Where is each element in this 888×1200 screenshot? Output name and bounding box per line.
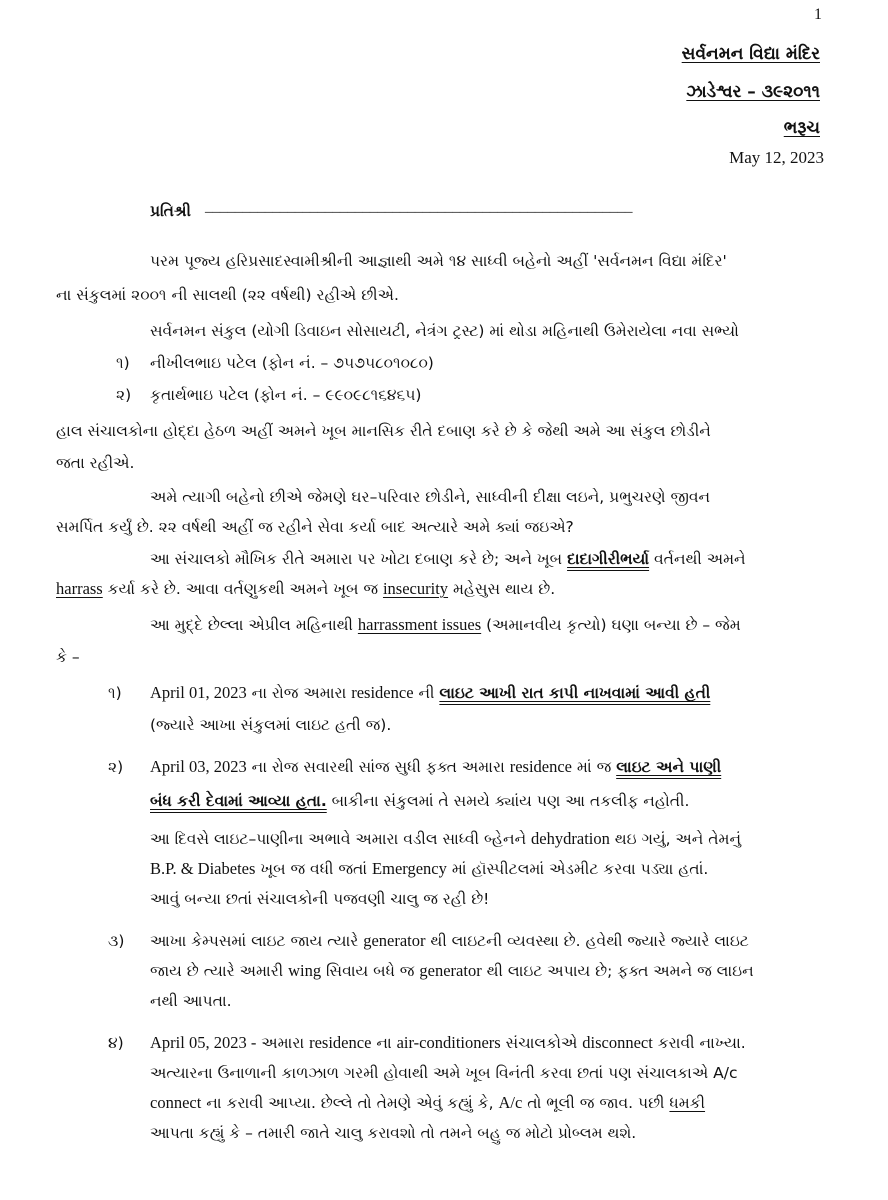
para5-emphasis: દાદાગીરીભર્યા [567, 550, 650, 568]
item3-generator: generator [363, 931, 426, 950]
para3-line2: જતા રહીએ. [56, 454, 135, 472]
item3-line3: નથી આપતા. [150, 992, 232, 1010]
item1-emphasis: લાઇટ આખી રાત કાપી નાખવામાં આવી હતી [439, 684, 711, 702]
page-number: 1 [814, 6, 822, 23]
item2-residence: residence [509, 757, 572, 776]
item2-text: માં જ [572, 758, 617, 776]
para3-line1: હાલ સંચાલકોના હોદ્દા હેઠળ અહીં અમને ખૂબ માનસિક રીતે દબાણ કરે છે કે જેથી અમે આ સંકુલ છોડીને [56, 422, 711, 440]
para1-line1: પરમ પૂજ્ય હરિપ્રસાદસ્વામીશ્રીની આજ્ઞાથી અમે ૧૪ સાધ્વી બહેનો અહીં 'સર્વનમન વિદ્યા મંદિર' [150, 252, 727, 270]
item2-detail-text: થઇ ગયું, અને તેમનું [609, 830, 742, 848]
item2-line1 [150, 756, 721, 778]
para1-line2: ના સંકુલમાં ૨૦૦૧ ની સાલથી (૨૨ વર્ષથી) રહીએ છીએ. [56, 286, 399, 304]
item2-number: ૨) [108, 758, 124, 776]
item2-dehydration: dehydration [531, 829, 610, 848]
item1-line1 [150, 682, 710, 704]
para5-insecurity: insecurity [382, 579, 449, 598]
item3-text: થી લાઇટ અપાય છે; ફક્ત અમને જ લાઇન [481, 962, 754, 980]
para6-text: આ મુદ્દે છેલ્લા એપ્રીલ મહિનાથી [150, 616, 358, 634]
item4-text: ના કરાવી આપ્યા. છેલ્લે તો તેમણે એવું કહ્યું કે, [201, 1094, 499, 1112]
item2-text: ના રોજ સવારથી સાંજ સુધી ફક્ત અમારા [246, 758, 510, 776]
item4-line1 [150, 1032, 746, 1054]
para5-text: વર્તનથી અમને [649, 550, 746, 568]
item2-detail-line2 [150, 858, 708, 880]
item2-line2 [150, 790, 689, 812]
item2-emphasis: બંધ કરી દેવામાં આવ્યા હતા. [150, 792, 327, 810]
item3-line1 [150, 930, 749, 952]
para5-text: મહેસુસ થાય છે. [448, 580, 556, 598]
addressee-blank-line: _________________________________________________________ [205, 199, 633, 215]
item2-detail-line3: આવું બન્યા છતાં સંચાલકોની પજવણી ચાલુ જ રહી છે! [150, 890, 490, 908]
item2-emergency: Emergency [372, 859, 447, 878]
item2-detail-line1 [150, 828, 741, 850]
item4-line2: અત્યારના ઉનાળાની કાળઝાળ ગરમી હોવાથી અમે ખૂબ વિનંતી કરવા છતાં પણ સંચાલકાએ A/c [150, 1064, 738, 1082]
item4-line3 [150, 1092, 705, 1114]
item3-wing: wing [288, 961, 322, 980]
para5-text: આ સંચાલકો મૌખિક રીતે અમારા પર ખોટા દબાણ કરે છે; અને ખૂબ [150, 550, 568, 568]
item1-line2: (જ્યારે આખા સંકુલમાં લાઇટ હતી જ). [150, 716, 392, 734]
para6-line2: કે – [56, 648, 80, 666]
item1-text: ના રોજ અમારા [246, 684, 352, 702]
para4-line2: સમર્પિત કર્યું છે. ૨૨ વર્ષથી અહીં જ રહીને સેવા કર્યા બાદ અત્યારે અમે ક્યાં જઇએ? [56, 518, 574, 536]
item2-detail-text: ખૂબ જ વધી જતાં [255, 860, 373, 878]
para2-line1: સર્વનમન સંકુલ (યોગી ડિવાઇન સોસાયટી, નેત્રંગ ટ્રસ્ટ) માં થોડા મહિનાથી ઉમેરાયેલા નવા સભ્યો [150, 322, 739, 340]
item4-line4: આપતા કહ્યું કે – તમારી જાતે ચાલુ કરાવશો તો તમને બહુ જ મોટો પ્રોબ્લમ થશે. [150, 1124, 637, 1142]
para6-harrassment-issues: harrassment issues [357, 615, 482, 634]
item4-text: તો ભૂલી જ જાવ. પછી [522, 1094, 670, 1112]
letter-date: May 12, 2023 [729, 148, 824, 167]
para5-text: કર્યા કરે છે. આવા વર્તણુકથી અમને ખૂબ જ [102, 580, 383, 598]
para5-line1 [150, 548, 746, 570]
item4-ac: A/c [498, 1093, 523, 1112]
item3-generator: generator [419, 961, 482, 980]
item2-date: April 03, 2023 [150, 757, 247, 776]
item4-text: ના [371, 1034, 397, 1052]
item4-air-conditioners: air-conditioners [396, 1033, 501, 1052]
para5-line2 [56, 578, 555, 600]
item3-text: આખા કેમ્પસમાં લાઇટ જાય ત્યારે [150, 932, 364, 950]
item4-disconnect: disconnect [582, 1033, 653, 1052]
para4-line1: અમે ત્યાગી બહેનો છીએ જેમણે ઘર–પરિવાર છોડીને, સાધ્વીની દીક્ષા લઇને, પ્રભુચરણે જીવન [150, 488, 711, 506]
item2-emphasis: લાઇટ અને પાણી [616, 758, 722, 776]
item4-text: અમારા [256, 1034, 310, 1052]
letterhead-school-name: સર્વનમન વિદ્યા મંદિર [681, 44, 820, 64]
item2-detail-text: માં હૉસ્પીટલમાં એડમીટ કરવા પડ્યા હતાં. [446, 860, 709, 878]
member1-number: ૧) [116, 354, 130, 372]
item4-date: April 05, 2023 - [150, 1033, 257, 1052]
para5-harrass: harrass [56, 579, 103, 598]
item3-line2 [150, 960, 754, 982]
item4-residence: residence [309, 1033, 372, 1052]
item4-connect: connect [150, 1093, 202, 1112]
item4-text: કરાવી નાખ્યા. [652, 1034, 746, 1052]
item4-number: ૪) [108, 1034, 124, 1052]
para6-text: (અમાનવીય કૃત્યો) ઘણા બન્યા છે – જેમ [481, 616, 741, 634]
item2-bp-diabetes: B.P. & Diabetes [150, 859, 256, 878]
item3-text: જાય છે ત્યારે અમારી [150, 962, 289, 980]
item1-number: ૧) [108, 684, 122, 702]
item2-text: બાકીના સંકુલમાં તે સમયે ક્યાંય પણ આ તકલીફ નહોતી. [326, 792, 690, 810]
item4-threat: ધમકી [669, 1094, 706, 1112]
member1: નીખીલભાઇ પટેલ (ફોન નં. – ૭૫૭૫૮૦૧૦૮૦) [150, 354, 434, 372]
letterhead-locality: ઝાડેશ્વર – ૩૯૨૦૧૧ [686, 82, 820, 102]
item3-number: ૩) [108, 932, 125, 950]
para6-line1 [150, 614, 741, 636]
item3-text: થી લાઇટની વ્યવસ્થા છે. હવેથી જ્યારે જ્યારે લાઇટ [425, 932, 749, 950]
member2: કૃતાર્થભાઇ પટેલ (ફોન નં. – ૯૯૦૯૮૧૬૪૬૫) [150, 386, 422, 404]
item1-residence: residence [351, 683, 414, 702]
item2-detail-text: આ દિવસે લાઇટ–પાણીના અભાવે અમારા વડીલ સાધ્વી બ્હેનને [150, 830, 532, 848]
item1-text: ની [413, 684, 440, 702]
item4-text: સંચાલકોએ [500, 1034, 583, 1052]
item1-date: April 01, 2023 [150, 683, 247, 702]
addressee-label: પ્રતિશ્રી [150, 202, 191, 220]
item3-text: સિવાય બધે જ [321, 962, 420, 980]
member2-number: ૨) [116, 386, 132, 404]
letterhead-city: ભરૂચ [783, 118, 820, 138]
